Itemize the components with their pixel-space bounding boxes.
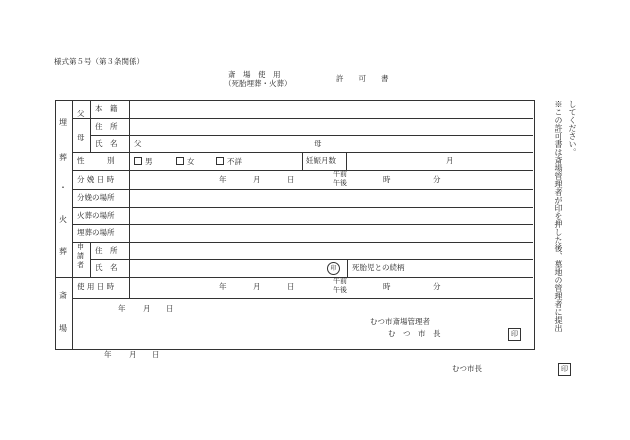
bunben-am: 午前 [333,170,347,178]
sex-female-option[interactable]: 女 [176,157,195,166]
use-year: 年 [219,282,227,291]
saijo-stamp-icon: 印 [508,328,521,341]
saijo-label-0: 斎 [59,291,67,300]
saijo-label-1: 場 [59,324,67,333]
applicant-seal-icon: 印 [327,262,340,275]
applicant-char-0: 申 [77,243,84,251]
applicant-char-2: 者 [77,261,84,269]
bunben-hour: 時 [383,175,391,184]
title-line2: （死胎埋葬・火葬） [224,79,292,88]
mother-label: 母 [77,133,85,142]
shimei-mother: 母 [314,139,322,148]
footer-day: 日 [152,350,160,359]
use-month: 月 [253,282,261,291]
applicant-name-label: 氏 名 [95,263,118,272]
maiso-place-label: 埋葬の場所 [77,228,115,237]
shimei-label: 氏 名 [95,139,118,148]
shimei-father: 父 [134,139,142,148]
use-pm: 午後 [333,286,347,294]
sex-unknown-option[interactable]: 不詳 [216,157,242,166]
left-label-0: 埋 [59,118,67,127]
unknown-checkbox[interactable] [216,157,224,165]
bunben-minute: 分 [433,175,441,184]
ninshin-label: 妊娠月数 [306,156,336,165]
use-hour: 時 [383,282,391,291]
saijo-date-year: 年 [118,304,126,313]
honseki-label: 本 籍 [95,104,118,113]
bunben-pm: 午後 [333,179,347,187]
ninshin-month: 月 [446,156,454,165]
footer-month: 月 [129,350,137,359]
use-minute: 分 [433,282,441,291]
sex-male-option[interactable]: 男 [134,157,153,166]
bunben-day: 日 [287,175,295,184]
bunben-datetime-label: 分 娩 日 時 [77,175,115,184]
side-note-col1: ※この許可書は斎場管理者が印を押した後、墓地の管理者に提出 [554,100,563,332]
applicant-char-1: 請 [77,252,84,260]
footer-year: 年 [104,350,112,359]
saijo-date-month: 月 [143,304,151,313]
use-am: 午前 [333,277,347,285]
left-label-3: 火 [59,215,67,224]
form-frame [55,100,535,350]
footer-stamp-icon: 印 [558,363,571,376]
use-day: 日 [287,282,295,291]
applicant-address-label: 住 所 [95,246,118,255]
jusho-label: 住 所 [95,122,118,131]
kaso-place-label: 火葬の場所 [77,211,115,220]
left-label-2: ・ [59,183,67,192]
father-label: 父 [77,109,85,118]
title-suffix: 許 可 書 [336,74,389,83]
footer-mayor: むつ市長 [452,364,482,373]
form-number: 様式第５号（第３条関係） [54,57,144,66]
bunben-place-label: 分娩の場所 [77,193,115,202]
left-label-1: 葬 [59,153,67,162]
bunben-year: 年 [219,175,227,184]
saijo-manager: むつ市斎場管理者 [370,317,430,326]
male-checkbox[interactable] [134,157,142,165]
use-datetime-label: 使 用 日 時 [77,282,115,291]
bunben-month: 月 [253,175,261,184]
saijo-mayor: む つ 市 長 [388,329,441,338]
side-note-col2: してください。 [568,100,577,156]
left-label-4: 葬 [59,247,67,256]
female-checkbox[interactable] [176,157,184,165]
relation-label: 死胎児との続柄 [352,263,405,272]
seibetsu-label: 性 別 [77,156,115,165]
title-line1: 斎 場 使 用 [228,70,281,79]
saijo-date-day: 日 [166,304,174,313]
